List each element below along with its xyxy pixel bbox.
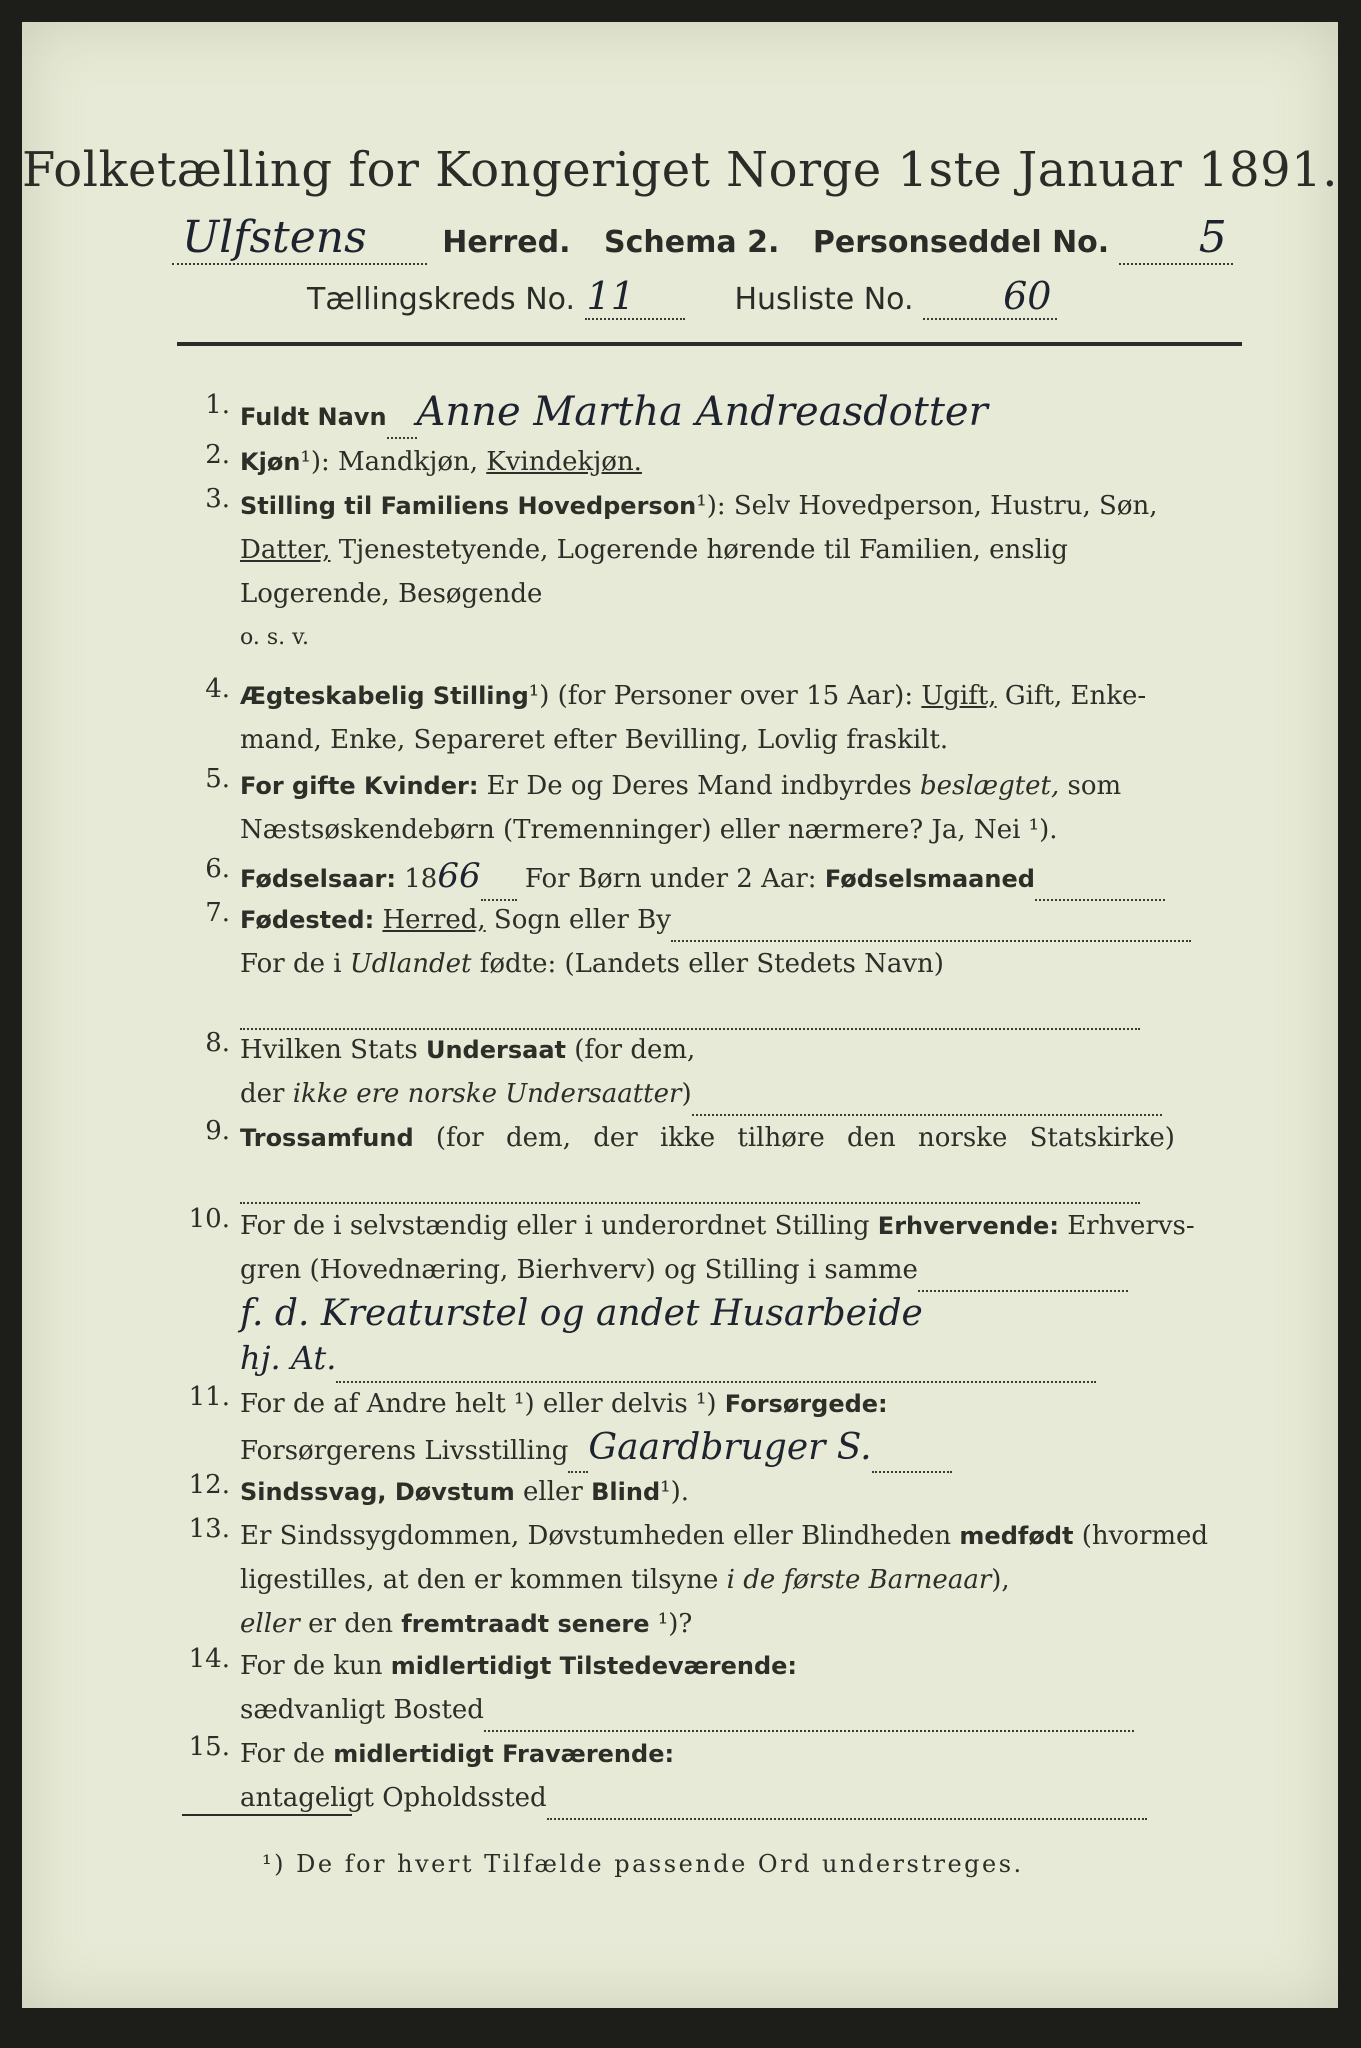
kreds-label: Tællingskreds No. xyxy=(307,282,575,317)
field-label: Blind xyxy=(591,1478,661,1506)
field-text: Forsørgerens Livsstilling xyxy=(240,1436,569,1466)
field-text: Hvilken Stats xyxy=(240,1035,426,1065)
herred-label: Herred. xyxy=(442,225,571,260)
husliste-value: 60 xyxy=(923,274,1057,320)
field-text: ), xyxy=(991,1565,1010,1595)
footnote: ¹) De for hvert Tilfælde passende Ord understreges. xyxy=(262,1850,1024,1878)
footnote-rule xyxy=(182,1814,352,1816)
field-label: Erhvervende: xyxy=(877,1212,1059,1240)
field-text: ¹)? xyxy=(649,1609,693,1639)
field-text: (for dem, xyxy=(565,1035,696,1065)
field-text: (for dem, der ikke tilhøre den norske Statskirke) xyxy=(413,1123,1175,1153)
field-text: sædvanligt Bosted xyxy=(240,1695,484,1725)
field-label: midlertidigt Tilstedeværende: xyxy=(390,1652,798,1680)
field-label: Kjøn xyxy=(240,448,301,476)
field-text: ¹): Selv Hovedperson, Hustru, Søn, xyxy=(696,491,1158,521)
field-text: Tjenestetyende, Logerende hørende til Familien, enslig xyxy=(330,535,1068,565)
field-text: Udlandet xyxy=(349,949,472,979)
field-label: Fuldt Navn xyxy=(240,403,387,431)
field-text: ¹). xyxy=(660,1477,689,1507)
field-text: o. s. v. xyxy=(240,625,309,650)
field-text: beslægtet, xyxy=(919,771,1060,801)
field-text: ligestilles, at den er kommen tilsyne xyxy=(240,1565,727,1595)
item-number: 11. xyxy=(188,1382,230,1412)
item-number: 12. xyxy=(188,1470,230,1500)
field-label: midlertidigt Fraværende: xyxy=(333,1740,675,1768)
field-text: fødte: (Landets eller Stedets Navn) xyxy=(471,949,944,979)
item-number: 6. xyxy=(205,854,230,884)
field-text: eller xyxy=(240,1609,300,1639)
field-text: antageligt Opholdssted xyxy=(240,1783,547,1813)
field-text: der xyxy=(240,1079,293,1109)
field-label: Forsørgede: xyxy=(724,1390,888,1418)
herred-value: Ulfstens xyxy=(172,212,427,265)
field-text: eller xyxy=(514,1477,592,1507)
field-text: gren (Hovednæring, Bierhverv) og Stilling i samme xyxy=(240,1255,918,1285)
item-number: 2. xyxy=(205,440,230,470)
field-label: Fødselsmaaned xyxy=(824,865,1035,893)
field-text: mand, Enke, Separeret efter Bevilling, Lovlig fraskilt. xyxy=(240,725,949,755)
census-form-sheet xyxy=(22,22,1338,2008)
form-title: Folketælling for Kongeriget Norge 1ste Januar 1891. xyxy=(22,142,1338,198)
field-text: ¹) (for Personer over 15 Aar): xyxy=(528,681,914,711)
item-number: 4. xyxy=(205,674,230,704)
item-number: 15. xyxy=(188,1732,230,1762)
field-text: Er De og Deres Mand indbyrdes xyxy=(478,771,920,801)
field-label: Sindssvag, Døvstum xyxy=(240,1478,515,1506)
husliste-label: Husliste No. xyxy=(734,282,914,317)
kreds-row xyxy=(307,274,1057,320)
field-text: Sogn eller By xyxy=(485,905,671,935)
field-text: For de kun xyxy=(240,1651,391,1681)
field-label: gifte Kvinder: xyxy=(292,772,479,800)
field-text: For de xyxy=(240,1739,334,1769)
field-label: For xyxy=(240,772,284,800)
item-number: 5. xyxy=(205,764,230,794)
field-text: ikke ere norske Undersaatter xyxy=(292,1079,682,1109)
field-label: fremtraadt senere xyxy=(401,1610,650,1638)
item-number: 9. xyxy=(205,1116,230,1146)
field-label: medfødt xyxy=(959,1522,1074,1550)
birthplace-selected: Herred, xyxy=(382,905,486,935)
item-number: 7. xyxy=(205,898,230,928)
occupation-value-2: hj. At. xyxy=(240,1339,337,1377)
field-text: er den xyxy=(299,1609,402,1639)
field-text: Er Sindssygdommen, Døvstumheden eller Blindheden xyxy=(240,1521,960,1551)
field-text: For de i xyxy=(240,949,350,979)
field-text: Logerende, Besøgende xyxy=(240,579,543,609)
item-number: 14. xyxy=(188,1644,230,1674)
marital-selected: Ugift, xyxy=(921,681,997,711)
field-label: Fødselsaar: xyxy=(240,865,396,893)
item-number: 13. xyxy=(188,1514,230,1544)
name-value: Anne Martha Andreasdotter xyxy=(416,389,988,435)
field-text: For de af Andre helt ¹) eller delvis ¹) xyxy=(240,1389,725,1419)
birth-year-prefix: 18 xyxy=(404,864,438,894)
field-label: Undersaat xyxy=(425,1036,566,1064)
field-label: Ægteskabelig Stilling xyxy=(240,682,529,710)
birth-year-value: 66 xyxy=(437,856,481,896)
item-number: 3. xyxy=(205,484,230,514)
field-text: som xyxy=(1059,771,1122,801)
relation-selected: Datter, xyxy=(240,535,331,565)
sex-selected: Kvindekjøn. xyxy=(486,447,642,477)
field-text: i de første Barneaar xyxy=(726,1565,992,1595)
personseddel-value: 5 xyxy=(1119,212,1233,265)
field-label: Trossamfund xyxy=(240,1124,414,1152)
item-number: 10. xyxy=(188,1204,230,1234)
provider-value: Gaardbruger S. xyxy=(588,1427,872,1468)
sex-options: ¹): Mandkjøn, xyxy=(300,447,478,477)
schema-label: Schema 2. xyxy=(604,225,780,260)
item-number: 8. xyxy=(205,1028,230,1058)
field-text: (hvormed xyxy=(1073,1521,1209,1551)
field-text: Gift, Enke- xyxy=(996,681,1147,711)
kreds-value: 11 xyxy=(585,274,685,320)
item-number: 1. xyxy=(205,390,230,420)
occupation-value: f. d. Kreaturstel og andet Husarbeide xyxy=(240,1293,923,1334)
personseddel-label: Personseddel No. xyxy=(812,225,1110,260)
field-text: For Børn under 2 Aar: xyxy=(516,864,825,894)
field-text: ) xyxy=(681,1079,692,1109)
field-label: Fødested: xyxy=(240,906,375,934)
herred-row xyxy=(172,212,1233,265)
field-text: Næstsøskendebørn (Tremenninger) eller nærmere? Ja, Nei ¹). xyxy=(240,815,1058,845)
field-label: Stilling til Familiens Hovedperson xyxy=(240,492,697,520)
field-text: For de i selvstændig eller i underordnet Stilling xyxy=(240,1211,878,1241)
header-rule xyxy=(177,342,1242,346)
field-text: Erhvervs- xyxy=(1058,1211,1195,1241)
